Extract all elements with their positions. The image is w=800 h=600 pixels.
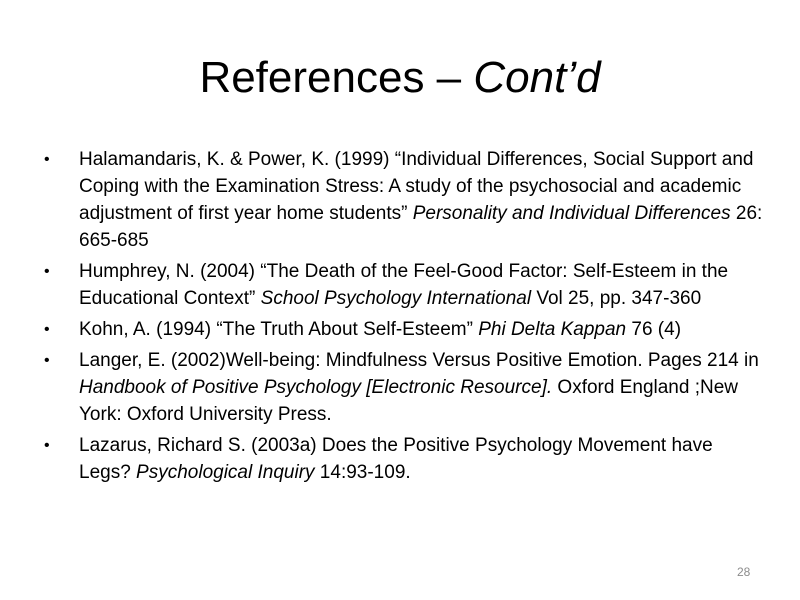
reference-text: Halamandaris, K. & Power, K. (1999) “Individual Differences, Social Support and Coping with the Examination Stress: A study of the psychosocial and academic adjustment of first year home students” bbox=[79, 149, 754, 224]
reference-item bbox=[44, 316, 764, 343]
bullet-icon: • bbox=[44, 437, 50, 454]
reference-text: Lazarus, Richard S. (2003a) Does the Positive Psychology Movement have Legs? bbox=[79, 435, 713, 483]
reference-item bbox=[44, 347, 764, 428]
reference-item bbox=[44, 146, 764, 254]
reference-journal: Handbook of Positive Psychology [Electronic Resource]. bbox=[79, 377, 553, 398]
reference-text: Kohn, A. (1994) “The Truth About Self-Esteem” bbox=[79, 319, 479, 340]
reference-details: Vol 25, pp. 347-360 bbox=[531, 288, 702, 309]
reference-details: Oxford England ;New York: Oxford University Press. bbox=[79, 377, 739, 425]
page-number: 28 bbox=[737, 565, 751, 579]
reference-journal: Personality and Individual Differences bbox=[412, 203, 731, 224]
reference-text: Langer, E. (2002)Well-being: Mindfulness Versus Positive Emotion. Pages 214 in bbox=[79, 350, 759, 371]
title-main: References – bbox=[199, 53, 474, 102]
reference-item bbox=[44, 432, 764, 486]
title-italic: Cont’d bbox=[473, 53, 601, 102]
slide-title bbox=[0, 50, 800, 106]
reference-journal: School Psychology International bbox=[260, 288, 532, 309]
reference-journal: Phi Delta Kappan bbox=[478, 319, 627, 340]
bullet-icon: • bbox=[44, 321, 50, 338]
bullet-icon: • bbox=[44, 263, 50, 280]
reference-journal: Psychological Inquiry bbox=[136, 462, 315, 483]
reference-text: Humphrey, N. (2004) “The Death of the Feel-Good Factor: Self-Esteem in the Educational Context” bbox=[79, 261, 729, 309]
reference-details: 76 (4) bbox=[626, 319, 682, 340]
reference-details: 26: 665-685 bbox=[79, 203, 763, 251]
reference-item bbox=[44, 258, 764, 312]
bullet-icon: • bbox=[44, 352, 50, 369]
reference-list bbox=[44, 146, 764, 490]
reference-details: 14:93-109. bbox=[314, 462, 411, 483]
bullet-icon: • bbox=[44, 151, 50, 168]
